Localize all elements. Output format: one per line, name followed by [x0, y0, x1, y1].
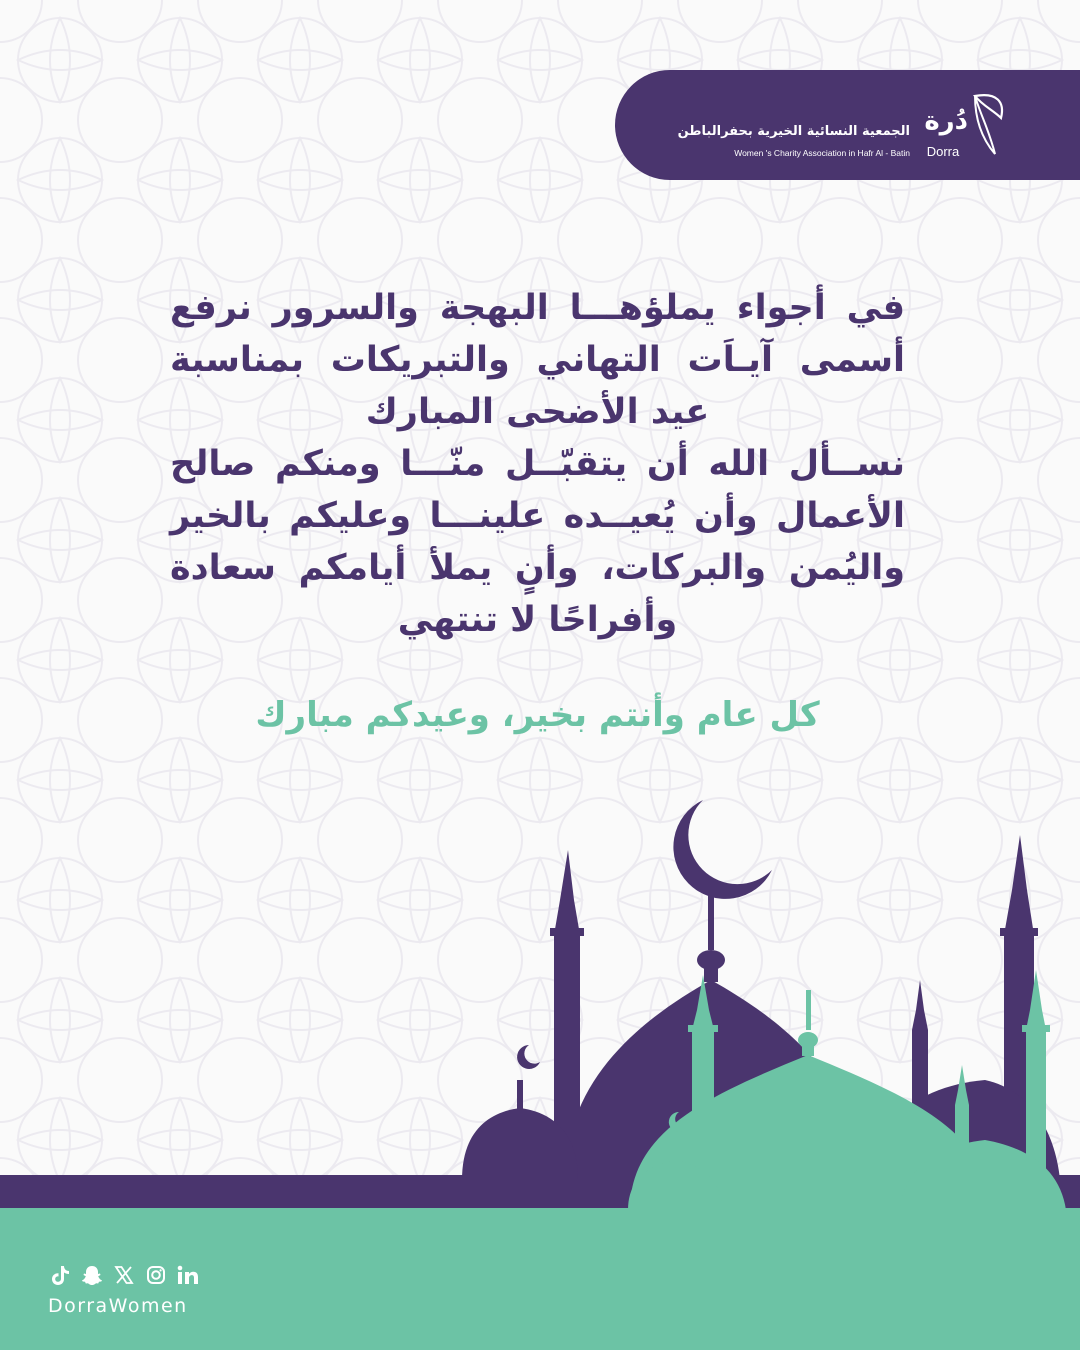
logo-english-text: Dorra [926, 144, 960, 159]
org-name-english: Women 's Charity Association in Hafr Al - Batin [734, 148, 910, 158]
social-handle[interactable]: DorraWomen [48, 1295, 188, 1317]
message-line: نســأل الله أن يتقبّــل منّـــا ومنكم صالح [170, 444, 905, 484]
eid-wish: كل عام وأنتم بخير، وعيدكم مبارك [255, 695, 820, 735]
logo-arabic-text: دُرة [924, 106, 968, 136]
message-line: في أجواء يملؤهـــا البهجة والسرور نرفع [170, 288, 905, 328]
message-line: أسمى آيـاَت التهاني والتبريكات بمناسبة [170, 340, 905, 380]
snapchat-icon[interactable] [80, 1263, 104, 1287]
org-name-arabic: الجمعية النسائية الخيرية بحفرالباطن [677, 124, 910, 139]
message-line: الأعمال وأن يُعيــده علينـــا وعليكم بالخير [170, 496, 905, 536]
message-line: واليُمن والبركات، وأنٍ يملأ أيامكم سعادة [170, 548, 905, 588]
social-icons [48, 1262, 200, 1288]
greeting-message [170, 282, 905, 646]
tiktok-icon[interactable] [48, 1263, 72, 1287]
message-line: عيد الأضحى المبارك [365, 392, 710, 432]
instagram-icon[interactable] [144, 1263, 168, 1287]
message-line: وأفراحًا لا تنتهي [397, 600, 678, 640]
linkedin-icon[interactable] [176, 1263, 200, 1287]
x-icon[interactable] [112, 1263, 136, 1287]
